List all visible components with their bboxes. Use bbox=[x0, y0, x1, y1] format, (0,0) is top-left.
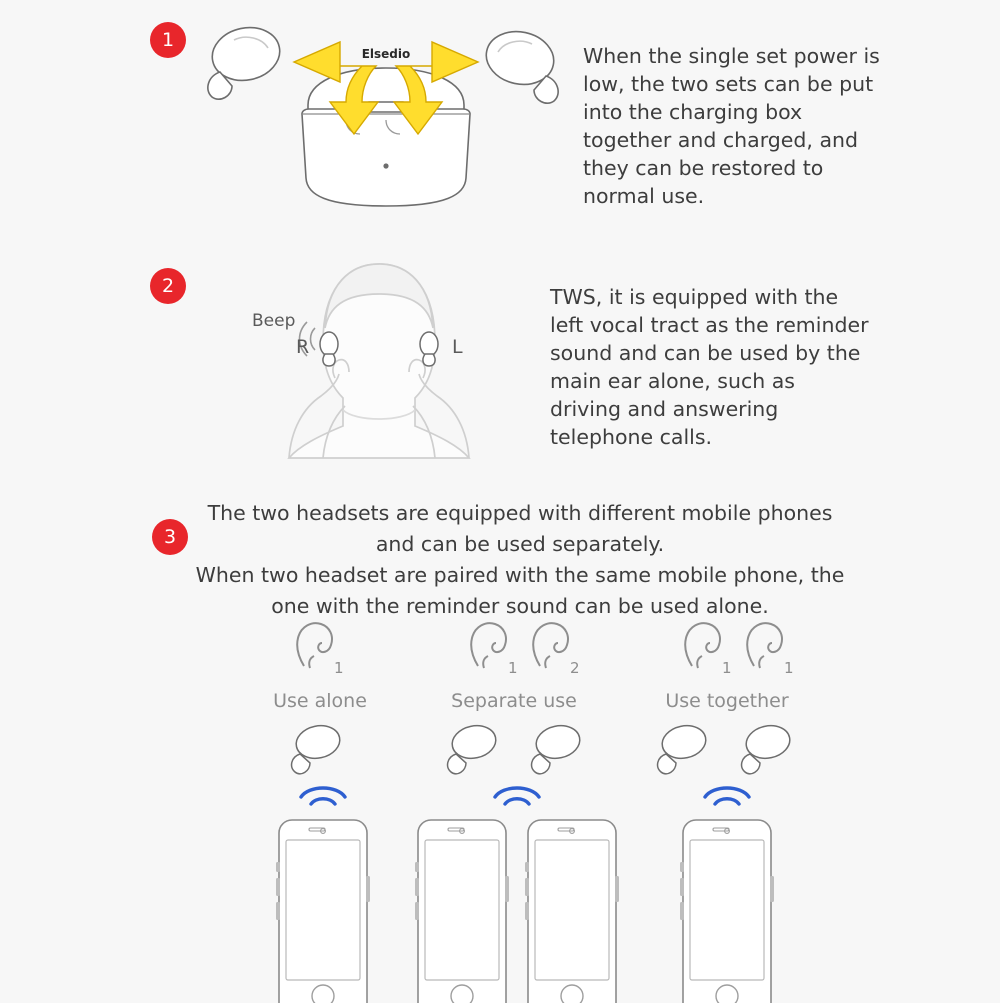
step-2-badge: 2 bbox=[150, 268, 186, 304]
phone-use-alone-1 bbox=[275, 818, 371, 1003]
signal-waves-use-alone bbox=[293, 775, 353, 805]
earbud-left-icon bbox=[207, 21, 284, 99]
step-1-badge: 1 bbox=[150, 22, 186, 58]
left-ear-label: L bbox=[452, 336, 463, 358]
step-3-line-4: one with the reminder sound can be used alone. bbox=[271, 594, 769, 618]
caption-separate-use: Separate use bbox=[451, 690, 577, 712]
ear-group-use-together bbox=[676, 618, 806, 680]
caption-use-together: Use together bbox=[665, 690, 789, 712]
ear-number-label: 1 bbox=[784, 659, 794, 677]
figure-charging-case bbox=[190, 10, 590, 225]
right-ear-label: R bbox=[296, 336, 310, 358]
case-brand-label: Elsedio bbox=[361, 47, 411, 61]
step-2-text: TWS, it is equipped with the left vocal tract as the reminder sound and can be used by the main ear alone, such as driving and answering telephone calls. bbox=[550, 285, 869, 449]
ear-number-label: 1 bbox=[722, 659, 732, 677]
ear-number-label: 2 bbox=[570, 659, 580, 677]
ear-group-separate-use bbox=[462, 618, 592, 680]
earbud-on-right-ear-icon bbox=[320, 332, 338, 366]
earbuds-use-together bbox=[650, 722, 810, 778]
step-3-line-2: and can be used separately. bbox=[375, 532, 665, 556]
earbuds-separate-use bbox=[440, 722, 600, 778]
step-1-text: When the single set power is low, the two sets can be put into the charging box together and charged, and they can be restored to normal use. bbox=[583, 44, 880, 208]
caption-use-alone: Use alone bbox=[273, 690, 367, 712]
step-3-line-1: The two headsets are equipped with different mobile phones bbox=[207, 501, 833, 525]
step-3-text-block bbox=[150, 498, 890, 622]
ear-number-label: 1 bbox=[508, 659, 518, 677]
ear-group-use-alone bbox=[288, 618, 358, 680]
phone-separate-use-2 bbox=[524, 818, 620, 1003]
earbuds-use-alone bbox=[278, 722, 368, 778]
signal-waves-use-together bbox=[697, 775, 757, 805]
earbud-on-left-ear-icon bbox=[420, 332, 438, 366]
phone-use-together-1 bbox=[679, 818, 775, 1003]
signal-waves-separate-use bbox=[487, 775, 547, 805]
phone-separate-use-1 bbox=[414, 818, 510, 1003]
step-3-badge: 3 bbox=[152, 519, 188, 555]
ear-number-label: 1 bbox=[334, 659, 344, 677]
beep-label: Beep bbox=[252, 311, 296, 331]
earbud-right-icon bbox=[481, 25, 558, 103]
figure-head-wearing-earbuds bbox=[245, 250, 515, 460]
step-3-line-3: When two headset are paired with the same mobile phone, the bbox=[195, 563, 845, 587]
